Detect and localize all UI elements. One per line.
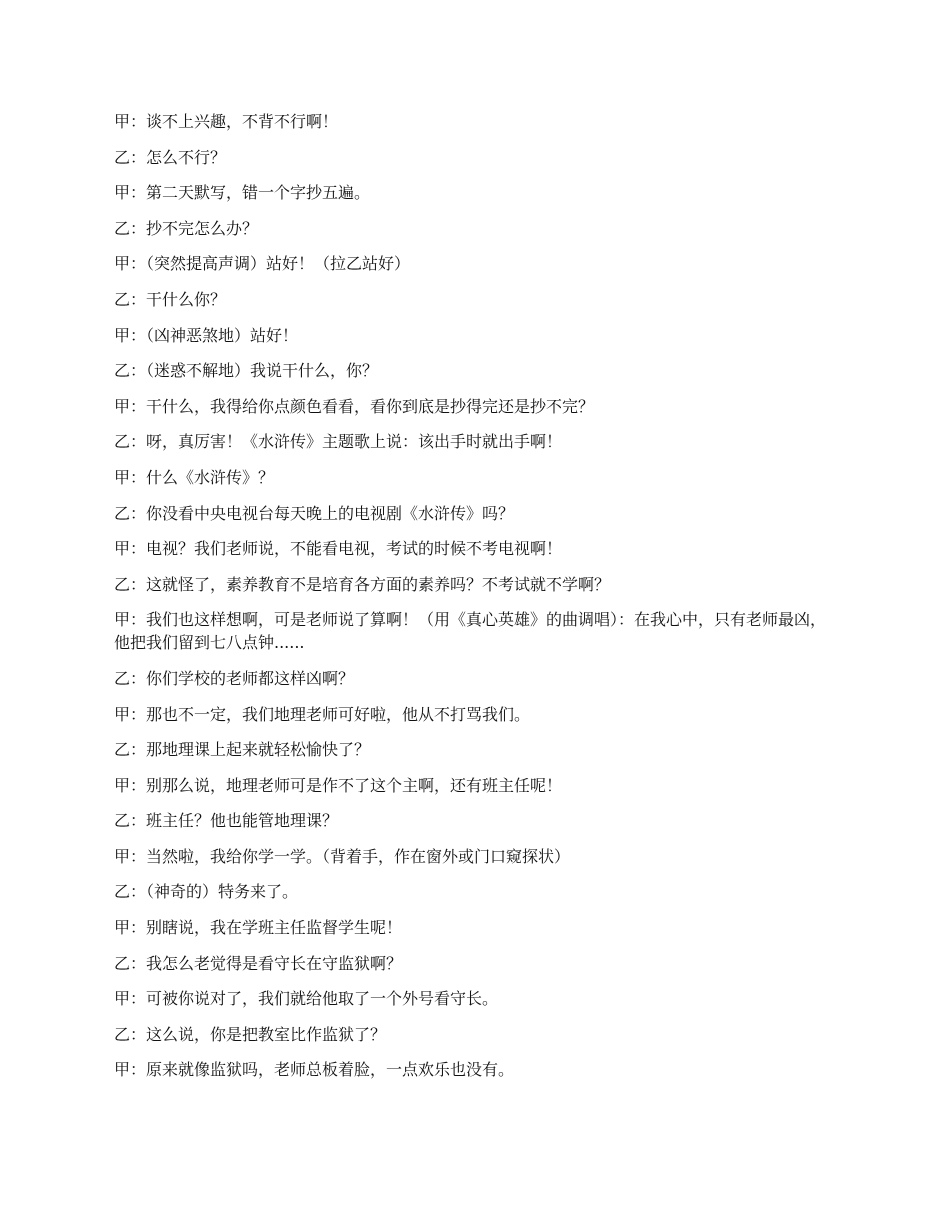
- dialogue-line: 甲：什么《水浒传》？: [114, 467, 275, 487]
- dialogue-line: 甲：那也不一定，我们地理老师可好啦，他从不打骂我们。: [114, 704, 531, 724]
- dialogue-line: 甲：谈不上兴趣，不背不行啊！: [114, 112, 339, 131]
- dialogue-line: 乙：这就怪了，素养教育不是培育各方面的素养吗？不考试就不学啊？: [114, 574, 611, 594]
- dialogue-line: 乙：你们学校的老师都这样凶啊？: [114, 668, 355, 688]
- dialogue-line: 甲：第二天默写，错一个字抄五遍。: [114, 183, 371, 203]
- dialogue-line: 甲：当然啦，我给你学一学。（背着手，作在窗外或门口窥探状）: [114, 846, 571, 866]
- dialogue-line: 乙：（神奇的）特务来了。: [114, 882, 299, 902]
- document-body: [114, 110, 840, 1094]
- dialogue-line: 甲：电视？我们老师说，不能看电视，考试的时候不考电视啊！: [114, 539, 563, 559]
- dialogue-line: 甲：（凶神恶煞地）站好！: [114, 325, 299, 345]
- dialogue-line: 乙：怎么不行？: [114, 147, 227, 167]
- dialogue-line: 乙：干什么你？: [114, 289, 227, 309]
- dialogue-line: 甲：我们也这样想啊，可是老师说了算啊！（用《真心英雄》的曲调唱）：在我心中，只有老师最凶，他把我们留到七八点钟......: [114, 610, 827, 653]
- dialogue-line: 甲：（突然提高声调）站好！（拉乙站好）: [114, 254, 411, 274]
- dialogue-line: 乙：你没看中央电视台每天晚上的电视剧《水浒传》吗？: [114, 503, 515, 523]
- dialogue-line: 乙：呀，真厉害！《水浒传》主题歌上说：该出手时就出手啊！: [114, 432, 563, 452]
- dialogue-line: 乙：那地理课上起来就轻松愉快了？: [114, 740, 371, 760]
- dialogue-line: 甲：别瞎说，我在学班主任监督学生呢！: [114, 918, 403, 938]
- dialogue-line: 甲：原来就像监狱吗，老师总板着脸，一点欢乐也没有。: [114, 1060, 515, 1080]
- dialogue-line: 乙：这么说，你是把教室比作监狱了？: [114, 1024, 387, 1044]
- dialogue-line: 乙：我怎么老觉得是看守长在守监狱啊？: [114, 953, 403, 973]
- dialogue-line: 甲：干什么，我得给你点颜色看看，看你到底是抄得完还是抄不完？: [114, 396, 595, 416]
- dialogue-line: 甲：可被你说对了，我们就给他取了一个外号看守长。: [114, 989, 499, 1009]
- dialogue-line: 乙：（迷惑不解地）我说干什么，你？: [114, 361, 379, 381]
- dialogue-line: 甲：别那么说，地理老师可是作不了这个主啊，还有班主任呢！: [114, 775, 563, 795]
- dialogue-line: 乙：班主任？他也能管地理课？: [114, 811, 339, 831]
- dialogue-line: 乙：抄不完怎么办？: [114, 218, 259, 238]
